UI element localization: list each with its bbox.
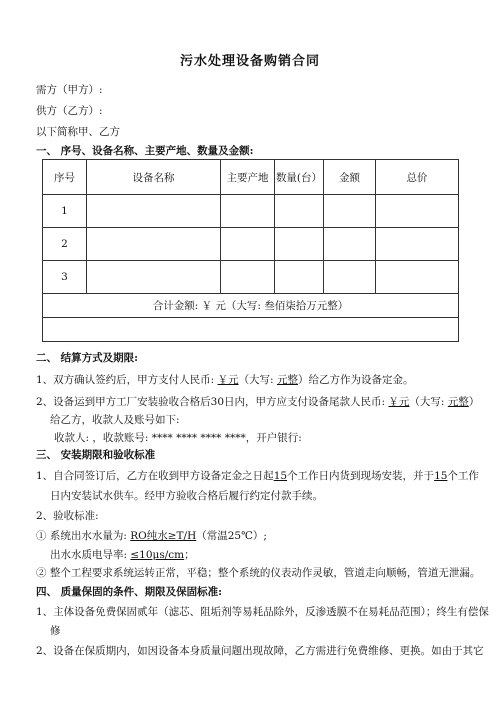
warranty-repair-line: 2、设备在保质期内，如因设备本身质量问题出现故障，乙方需进行免费维修、更换。如由于其它 xyxy=(36,645,484,657)
header-serial: 序号 xyxy=(43,160,87,195)
table-row xyxy=(43,195,459,228)
total-amount: 合计金额: ￥ 元（大写: 叁佰柒拾万元整） xyxy=(43,294,459,318)
install-period-line: 1、自合同签订后，乙方在收到甲方设备定金之日起15个工作日内货到现场安装，并于15个工作 xyxy=(36,470,479,482)
conductivity-value: ≤10μs/cm xyxy=(130,549,185,561)
row-serial: 3 xyxy=(43,261,87,294)
document-title: 污水处理设备购销合同 xyxy=(179,54,320,69)
payment-balance-line: 2、设备运到甲方工厂安装验收合格后30日内，甲方应支付设备尾款人民币: ￥元（大写: 元整） xyxy=(36,396,480,408)
row-serial: 2 xyxy=(43,228,87,261)
buyer-line: 需方（甲方）: xyxy=(36,84,103,96)
header-origin: 主要产地 xyxy=(221,160,275,195)
equipment-table xyxy=(42,159,459,342)
section-2-heading: 二、 结算方式及期限: xyxy=(36,352,139,364)
acceptance-criteria-line: 2、验收标准: xyxy=(36,510,99,522)
warranty-line-cont: 修 xyxy=(50,625,61,637)
short-name-line: 以下简称甲、乙方 xyxy=(36,126,120,138)
table-row xyxy=(43,228,459,261)
balance-amount-words: 元整 xyxy=(447,396,469,408)
warranty-line: 1、主体设备免费保固贰年（滤芯、阻垢剂等易耗品除外，反渗透膜不在易耗品范围）；终生有偿保 xyxy=(36,606,489,618)
table-header-row xyxy=(43,160,459,195)
trial-days: 15 xyxy=(434,470,448,482)
deposit-amount-words: 元整 xyxy=(276,374,298,386)
row-serial: 1 xyxy=(43,195,87,228)
payment-deposit-line: 1、双方确认签约后，甲方支付人民币: ￥元（大写: 元整）给乙方作为设备定金。 xyxy=(36,374,414,386)
seller-line: 供方（乙方）: xyxy=(36,105,103,117)
balance-amount: ￥元 xyxy=(388,396,410,408)
total-row xyxy=(43,294,459,318)
section-1-heading: 一、 序号、设备名称、主要产地、数量及金额: xyxy=(36,145,254,157)
table-row xyxy=(43,261,459,294)
conductivity-line: 出水水质电导率: ≤10μs/cm； xyxy=(50,549,195,561)
install-period-cont: 日内安装试水供车。经甲方验收合格后履行约定付款手续。 xyxy=(50,490,323,502)
header-equipment-name: 设备名称 xyxy=(87,160,221,195)
header-quantity: 数量(台） xyxy=(275,160,324,195)
section-3-heading: 三、 安装期限和验收标准 xyxy=(36,449,156,461)
header-total: 总价 xyxy=(376,160,459,195)
system-operation-line: ② 整个工程要求系统运转正常，平稳；整个系统的仪表动作灵敏，管道走向顺畅，管道无泄漏。 xyxy=(36,567,481,579)
delivery-days: 15 xyxy=(273,470,288,482)
output-flow-line: ① 系统出水水量为: RO纯水≥T/H（常温25℃）; xyxy=(36,530,267,542)
deposit-amount: ￥元 xyxy=(217,374,239,386)
header-amount: 金额 xyxy=(324,160,376,195)
payee-details-line: 收款人: ，收款账号: **** **** **** ****，开户银行: xyxy=(54,432,302,444)
payee-intro-line: 给乙方，收款人及账号如下: xyxy=(50,414,180,426)
flow-value: RO纯水≥T/H xyxy=(130,530,197,542)
blank-row xyxy=(43,318,459,342)
section-4-heading: 四、 质量保固的条件、期限及保固标准: xyxy=(36,586,223,598)
